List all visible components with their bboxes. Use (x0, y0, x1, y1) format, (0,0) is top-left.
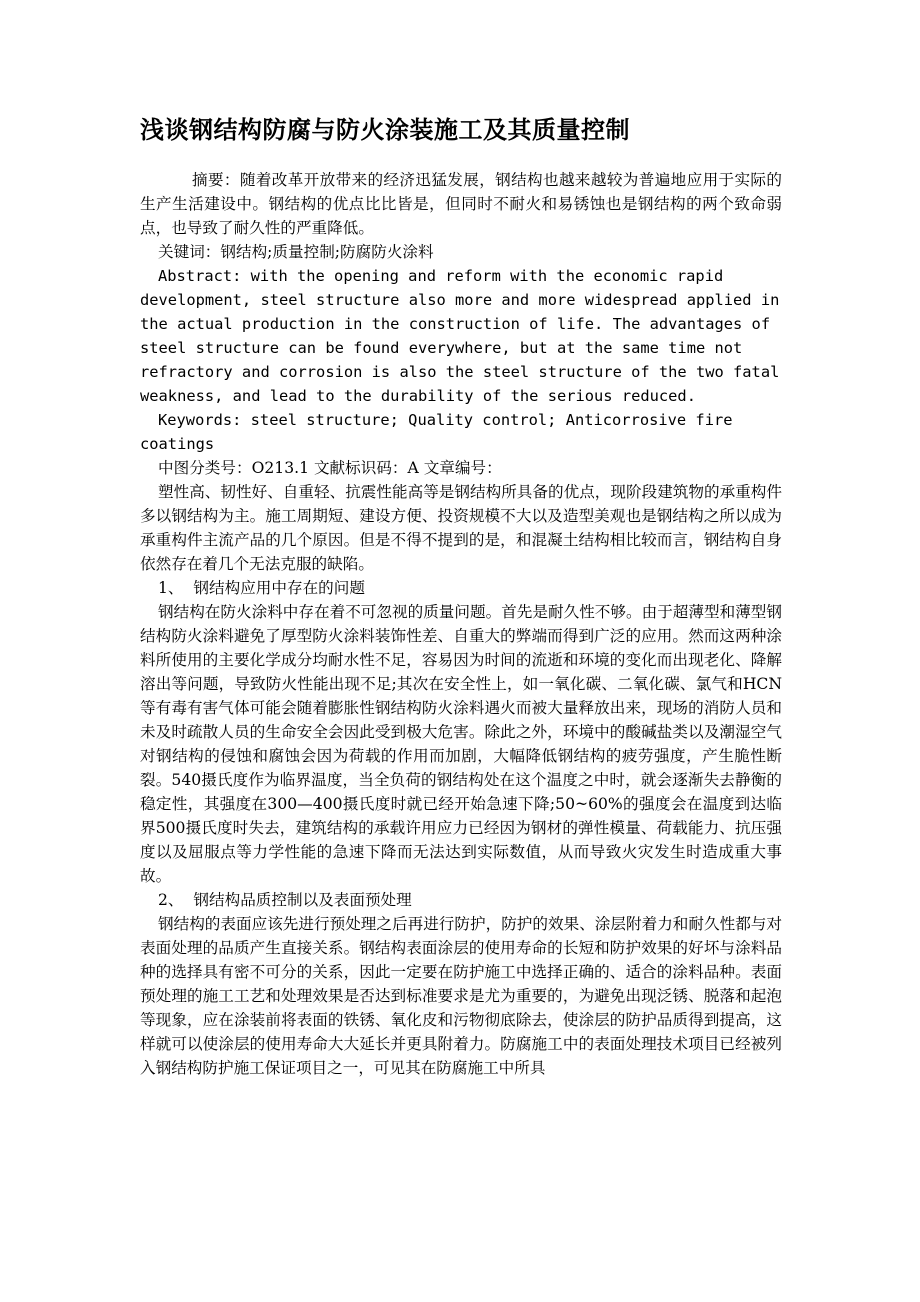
keywords-english: Keywords: steel structure; Quality control; Anticorrosive fire coatings (140, 411, 733, 453)
abstract-english: Abstract: with the opening and reform with the economic rapid development, steel structure also more and more widespread applied in the actual production in the construction of life. The advantages of steel structure can be found everywhere, but at the same time not refractory and corrosion is also the steel structure of the two fatal weakness, and lead to the durability of the serious reduced. (140, 267, 780, 405)
document-title: 浅谈钢结构防腐与防火涂装施工及其质量控制 (140, 116, 630, 144)
document-page (140, 112, 782, 1080)
keywords-chinese: 关键词：钢结构;质量控制;防腐防火涂料 (158, 243, 434, 261)
section-2-body: 钢结构的表面应该先进行预处理之后再进行防护，防护的效果、涂层附着力和耐久性都与对表面处理的品质产生直接关系。钢结构表面涂层的使用寿命的长短和防护效果的好坏与涂料品种的选择具有密不可分的关系，因此一定要在防护施工中选择正确的、适合的涂料品种。表面预处理的施工工艺和处理效果是否达到标准要求是尤为重要的，为避免出现泛锈、脱落和起泡等现象，应在涂装前将表面的铁锈、氧化皮和污物彻底除去，使涂层的防护品质得到提高，这样就可以使涂层的使用寿命大大延长并更具附着力。防腐施工中的表面处理技术项目已经被列入钢结构防护施工保证项目之一，可见其在防腐施工中所具 (140, 915, 782, 1077)
section-1-body: 钢结构在防火涂料中存在着不可忽视的质量问题。首先是耐久性不够。由于超薄型和薄型钢结构防火涂料避免了厚型防火涂料装饰性差、自重大的弊端而得到广泛的应用。然而这两种涂料所使用的主要化学成分均耐水性不足，容易因为时间的流逝和环境的变化而出现老化、降解溶出等问题，导致防火性能出现不足;其次在安全性上，如一氧化碳、二氧化碳、氯气和HCN等有毒有害气体可能会随着膨胀性钢结构防火涂料遇火而被大量释放出来，现场的消防人员和未及时疏散人员的生命安全会因此受到极大危害。除此之外，环境中的酸碱盐类以及潮湿空气对钢结构的侵蚀和腐蚀会因为荷载的作用而加剧，大幅降低钢结构的疲劳强度，产生脆性断裂。540摄氏度作为临界温度，当全负荷的钢结构处在这个温度之中时，就会逐渐失去静衡的稳定性，其强度在300—400摄氏度时就已经开始急速下降;50~60%的强度会在温度到达临界500摄氏度时失去，建筑结构的承载许用应力已经因为钢材的弹性模量、荷载能力、抗压强度以及屈服点等力学性能的急速下降而无法达到实际数值，从而导致火灾发生时造成重大事故。 (140, 603, 782, 885)
section-1-heading: 1、 钢结构应用中存在的问题 (158, 579, 365, 597)
intro-paragraph: 塑性高、韧性好、自重轻、抗震性能高等是钢结构所具备的优点，现阶段建筑物的承重构件多以钢结构为主。施工周期短、建设方便、投资规模不大以及造型美观也是钢结构之所以成为承重构件主流产品的几个原因。但是不得不提到的是，和混凝土结构相比较而言，钢结构自身依然存在着几个无法克服的缺陷。 (140, 483, 782, 573)
abstract-chinese: 摘要：随着改革开放带来的经济迅猛发展，钢结构也越来越较为普遍地应用于实际的生产生活建设中。钢结构的优点比比皆是，但同时不耐火和易锈蚀也是钢结构的两个致命弱点，也导致了耐久性的严重降低。 (140, 171, 782, 237)
classification-line: 中图分类号：O213.1 文献标识码：A 文章编号： (158, 459, 502, 477)
section-2-heading: 2、 钢结构品质控制以及表面预处理 (158, 891, 412, 909)
